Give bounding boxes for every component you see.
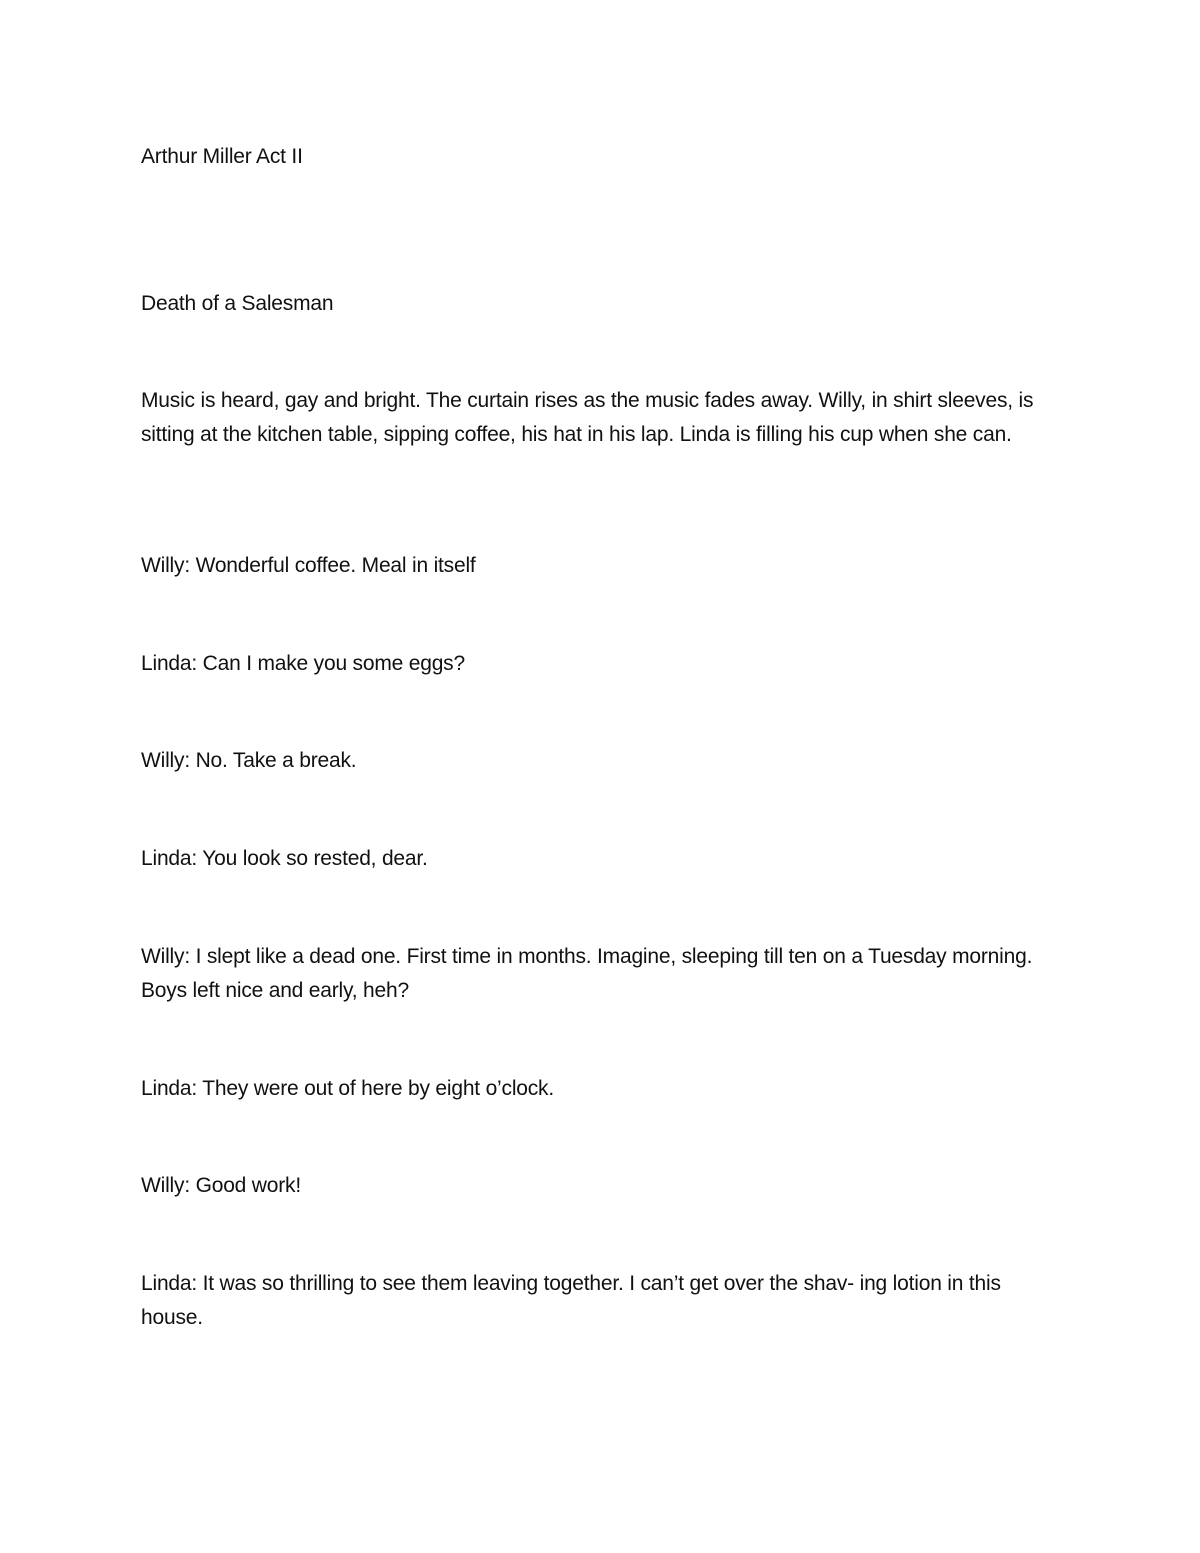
dialogue-line: Willy: No. Take a break. [141,749,357,772]
dialogue-line: Willy: I slept like a dead one. First time in months. Imagine, sleeping till ten on a Tuesday morning. Boys left nice and early, heh? [141,945,1033,1002]
dialogue-line: Linda: Can I make you some eggs? [141,652,465,675]
dialogue-line: Linda: You look so rested, dear. [141,847,428,870]
dialogue-line: Linda: It was so thrilling to see them leaving together. I can’t get over the shav- ing lotion in this house. [141,1272,1001,1329]
dialogue-line: Linda: They were out of here by eight o’clock. [141,1077,554,1100]
document-title: Death of a Salesman [141,292,334,315]
document-header: Arthur Miller Act II [141,145,303,168]
dialogue-line: Willy: Wonderful coffee. Meal in itself [141,554,476,577]
dialogue-line: Willy: Good work! [141,1174,301,1197]
stage-direction: Music is heard, gay and bright. The curtain rises as the music fades away. Willy, in shirt sleeves, is sitting at the kitchen table, sipping coffee, his hat in his lap. Linda is filling his cup when she can. [141,389,1034,446]
